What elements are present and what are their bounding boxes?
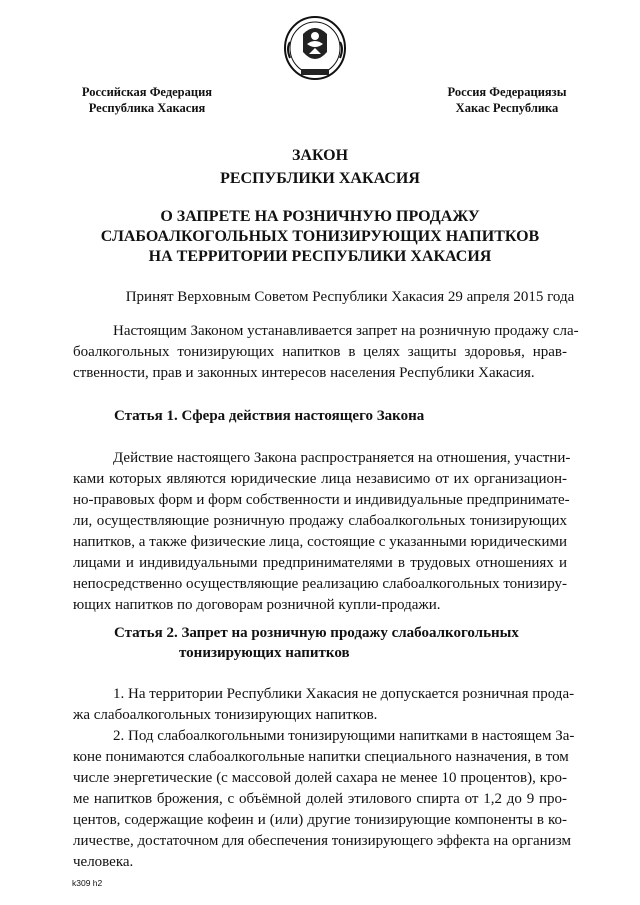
article-2-line: жа слабоалкогольных тонизирующих напитков. (73, 707, 378, 723)
article-1-line: Действие настоящего Закона распространяется на отношения, участни- (113, 450, 571, 466)
preamble-line: Настоящим Законом устанавливается запрет на розничную продажу сла- (113, 323, 579, 339)
article-1-heading: Статья 1. Сфера действия настоящего Закона (114, 408, 425, 424)
article-1-line: напитков, а также физические лица, состоящие с указанными юридическими (73, 534, 567, 550)
header-right-line1: Россия Федерациязы (447, 85, 567, 99)
article-2-line: человека. (73, 854, 134, 870)
article-1-line: ками которых являются юридические лица независимо от их организацион- (73, 471, 567, 487)
document-code: k309 h2 (72, 878, 103, 888)
law-title (60, 146, 580, 189)
article-2-part-1 (73, 684, 575, 726)
header-right (422, 84, 592, 116)
article-1-body (73, 448, 571, 616)
header-left-line1: Российская Федерация (81, 85, 213, 99)
header-left-line2: Республика Хакасия (88, 101, 206, 115)
adoption-note: Принят Верховным Советом Республики Хакасия 29 апреля 2015 года (125, 289, 575, 305)
article-1-line: ющих напитков по договорам розничной купли-продажи. (73, 597, 441, 613)
article-2-line: числе энергетические (с массовой долей сахара не менее 10 процентов), кро- (73, 770, 567, 786)
law-title-line: ЗАКОН (291, 147, 349, 164)
article-2-line: ме напитков брожения, с объёмной долей этилового спирта от 1,2 до 9 про- (73, 791, 567, 807)
article-2-line: центов, содержащие кофеин и (или) другие тонизирующие компоненты в ко- (73, 812, 567, 828)
law-subject (60, 207, 580, 267)
article-2-heading: Статья 2. Запрет на розничную продажу слабоалкогольных (114, 625, 519, 641)
article-2-heading-cont: тонизирующих напитков (179, 645, 350, 661)
article-1-line: но-правовых форм и форм собственности и индивидуальные предпринимате- (73, 492, 570, 508)
law-subject-line: НА ТЕРРИТОРИИ РЕСПУБЛИКИ ХАКАСИЯ (148, 248, 492, 265)
law-subject-line: СЛАБОАЛКОГОЛЬНЫХ ТОНИЗИРУЮЩИХ НАПИТКОВ (100, 228, 540, 245)
article-1-line: ли, осуществляющие розничную продажу слабоалкогольных тонизирующих (73, 513, 567, 529)
coat-of-arms-icon (276, 14, 354, 82)
article-1-line: лицами и индивидуальными предпринимателями в трудовых отношениях и (73, 555, 567, 571)
header-left (62, 84, 232, 116)
preamble-line: боалкогольных тонизирующих напитков в целях защиты здоровья, нрав- (73, 344, 567, 360)
article-2-line: 1. На территории Республики Хакасия не допускается розничная прода- (113, 686, 575, 702)
article-2-line: 2. Под слабоалкогольными тонизирующими напитками в настоящем За- (113, 728, 575, 744)
law-region-line: РЕСПУБЛИКИ ХАКАСИЯ (220, 170, 420, 187)
preamble (73, 321, 579, 384)
law-subject-line: О ЗАПРЕТЕ НА РОЗНИЧНУЮ ПРОДАЖУ (160, 208, 480, 225)
header-right-line2: Хакас Республика (455, 101, 559, 115)
article-2-line: личестве, достаточном для обеспечения тонизирующего эффекта на организм (73, 833, 571, 849)
article-1-line: непосредственно осуществляющие реализацию слабоалкогольных тонизиру- (73, 576, 567, 592)
article-2-part-2 (73, 726, 575, 873)
preamble-line: ственности, прав и законных интересов населения Республики Хакасия. (73, 365, 535, 381)
article-2-line: коне понимаются слабоалкогольные напитки специального назначения, в том (73, 749, 569, 765)
